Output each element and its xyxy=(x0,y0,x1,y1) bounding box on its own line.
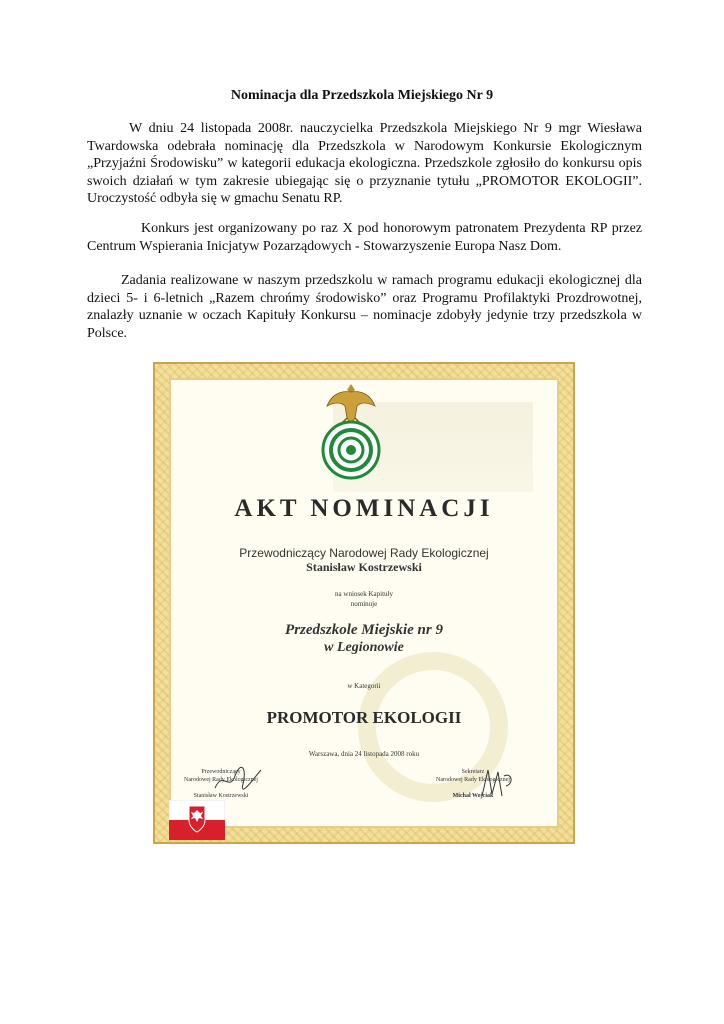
place-date: Warszawa, dnia 24 listopada 2008 roku xyxy=(308,750,420,758)
nominates-label: nominuje xyxy=(350,600,378,608)
request-note: na wniosek Kapituły xyxy=(335,590,393,598)
recipient-line-2: w Legionowie xyxy=(324,640,404,655)
category-label: w Kategorii xyxy=(347,682,381,690)
paragraph-nomination: W dniu 24 listopada 2008r. nauczycielka Przedszkola Miejskiego Nr 9 mgr Wiesława Twardowska odebrała nominację dla Przedszkola w Narodowym Konkursie Ekologicznym „Przyjaźni Środowisku” w kategorii edukacja ekologiczna. Przedszkole zgłosiło do konkursu opis swoich działań w tym zakresie ubiegając się o przyznanie tytułu „PROMOTOR EKOLOGII”. Uroczystość odbyła się w gmachu Senatu RP. xyxy=(87,121,642,206)
document-title: Nominacja dla Przedszkola Miejskiego Nr 9 xyxy=(230,88,494,103)
paragraph-contest: Konkurs jest organizowany po raz X pod honorowym patronatem Prezydenta RP przez Centrum Wspierania Inicjatyw Pozarządowych - Stowarzyszenie Europa Nasz Dom. xyxy=(87,221,642,254)
signatory-left-role-2: Narodowej Rady Ekologicznej xyxy=(184,777,258,783)
nomination-certificate xyxy=(153,362,575,844)
certificate-heading: AKT NOMINACJI xyxy=(234,495,494,522)
handwritten-signature-right xyxy=(478,766,518,800)
signatory-left-role-1: Przewodniczący xyxy=(201,769,241,775)
signatory-right-role-2: Narodowej Rady Ekologicznej xyxy=(436,777,510,783)
signatory-right-role-1: Sekretarz xyxy=(461,769,485,775)
paragraph-tasks: Zadania realizowane w naszym przedszkolu w ramach programu edukacji ekologicznej dla dzieci 5- i 6-letnich „Razem chrońmy środowisko” oraz Programu Profilaktyki Prozdrowotnej, znalazły uznanie w oczach Kapituły Konkursu – nominacje zdobyły jedynie trzy przedszkola w Polsce. xyxy=(87,273,642,341)
signatory-right-name: Michał Wojciak xyxy=(452,793,494,799)
signatory-left-name: Stanisław Kostrzewski xyxy=(193,793,249,799)
issuer-title: Przewodniczący Narodowej Rady Ekologicznej xyxy=(239,546,489,560)
handwritten-signature-left xyxy=(213,764,263,794)
issuer-name: Stanisław Kostrzewski xyxy=(306,560,422,574)
award-title: PROMOTOR EKOLOGII xyxy=(266,708,462,727)
recipient-line-1: Przedszkole Miejskie nr 9 xyxy=(285,622,443,638)
eco-logo-icon xyxy=(321,420,381,480)
flag-emblem-icon xyxy=(169,800,225,840)
